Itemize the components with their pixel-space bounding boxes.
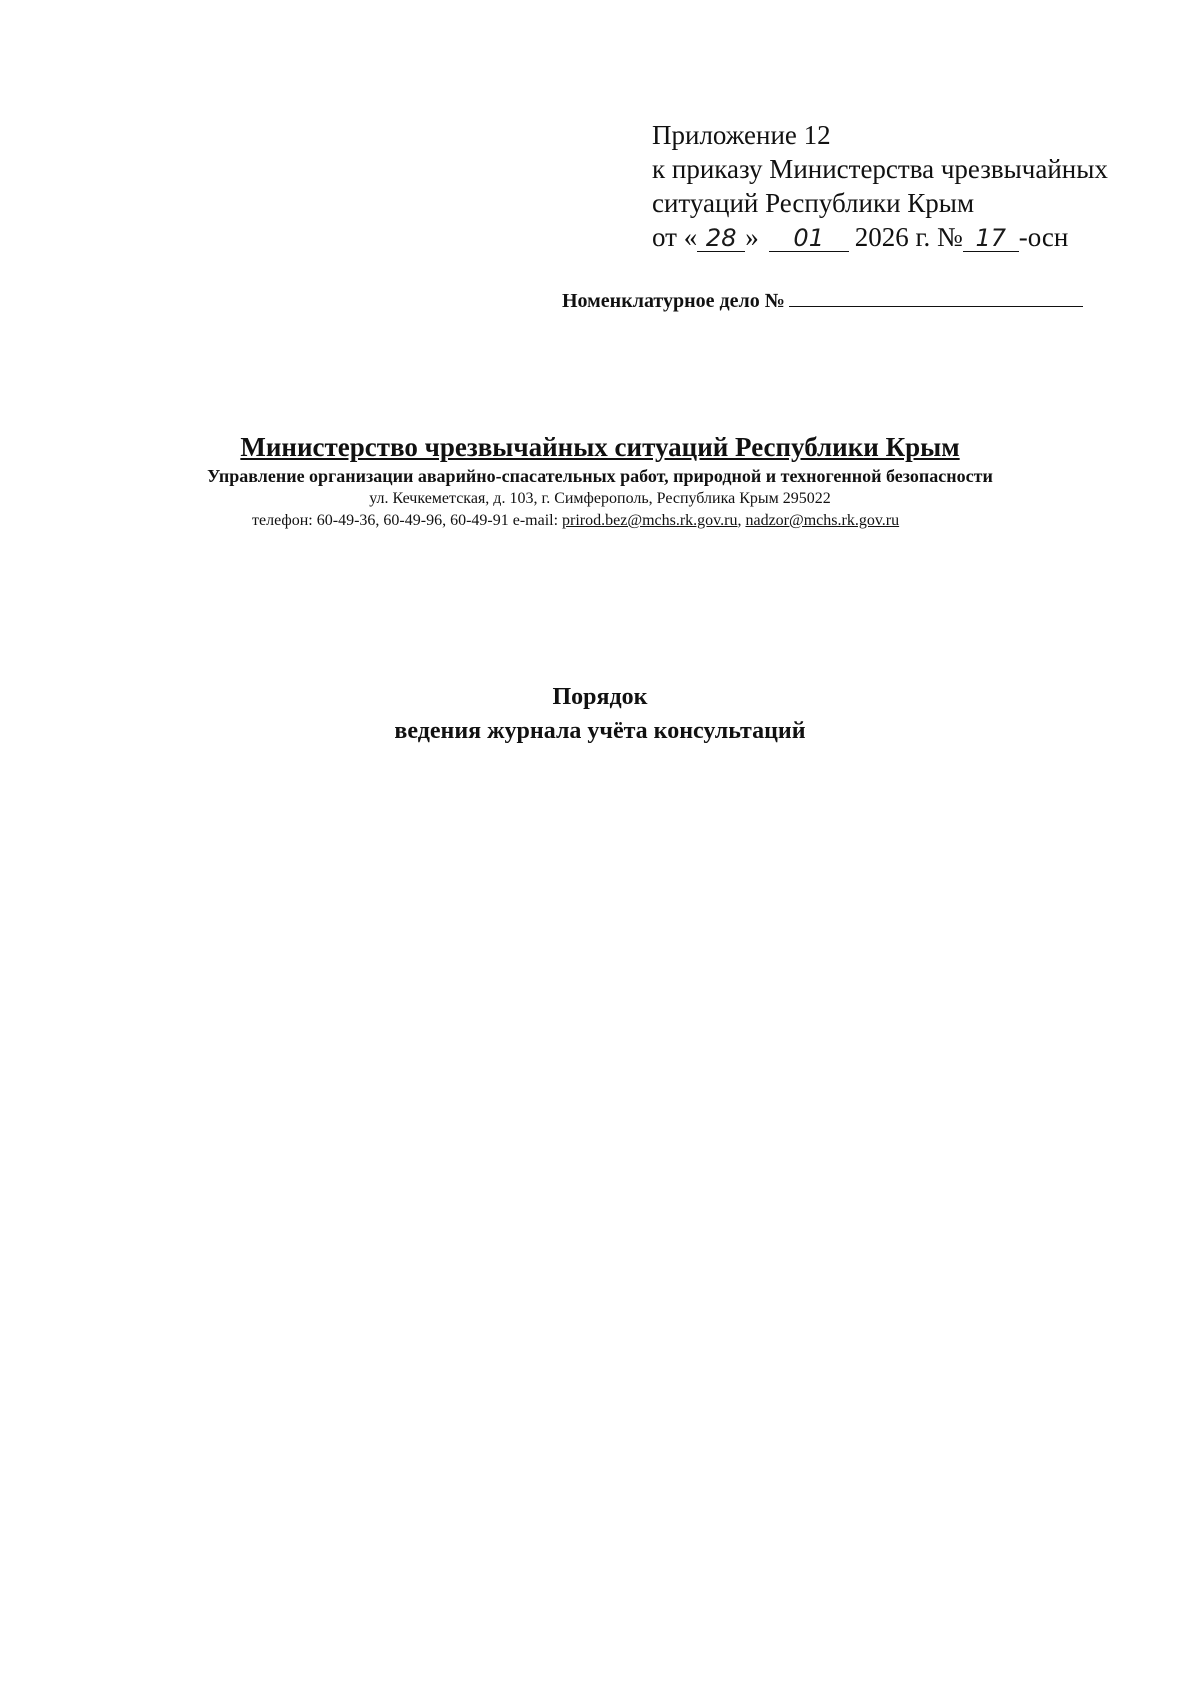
date-prefix: от « xyxy=(652,222,698,252)
title-line-2: ведения журнала учёта консультаций xyxy=(394,718,806,744)
organization-name: Министерство чрезвычайных ситуаций Республики Крым xyxy=(240,432,960,462)
appendix-date-line xyxy=(652,220,1108,254)
title-line-1: Порядок xyxy=(552,684,648,710)
contacts-line xyxy=(0,510,1200,532)
order-suffix: -осн xyxy=(1018,222,1069,252)
year-text: 2026 г. № xyxy=(854,222,963,252)
nomenclature-blank xyxy=(789,288,1083,307)
appendix-order-ref: к приказу Министерства чрезвычайных xyxy=(652,154,1108,184)
date-mid: » xyxy=(745,222,759,252)
letterhead xyxy=(0,430,1200,532)
document-title xyxy=(0,680,1200,748)
phones: телефон: 60-49-36, 60-49-96, 60-49-91 e-mail: xyxy=(252,512,559,529)
nomenclature-line xyxy=(562,288,1083,313)
nomenclature-label: Номенклатурное дело № xyxy=(562,290,785,312)
appendix-block xyxy=(652,118,1108,254)
handwritten-order-number: 17 xyxy=(963,225,1019,252)
email-link-prirod[interactable]: prirod.bez@mchs.rk.gov.ru xyxy=(562,512,738,529)
address: ул. Кечкеметская, д. 103, г. Симферополь, Республика Крым 295022 xyxy=(369,490,831,507)
email-link-nadzor[interactable]: nadzor@mchs.rk.gov.ru xyxy=(745,512,900,529)
email-separator: , xyxy=(737,512,742,529)
handwritten-month: 01 xyxy=(769,225,849,252)
department-name: Управление организации аварийно-спасательных работ, природной и техногенной безопасности xyxy=(207,466,993,486)
handwritten-day: 28 xyxy=(697,225,745,252)
appendix-ministry: ситуаций Республики Крым xyxy=(652,188,975,218)
appendix-number: Приложение 12 xyxy=(652,120,831,150)
